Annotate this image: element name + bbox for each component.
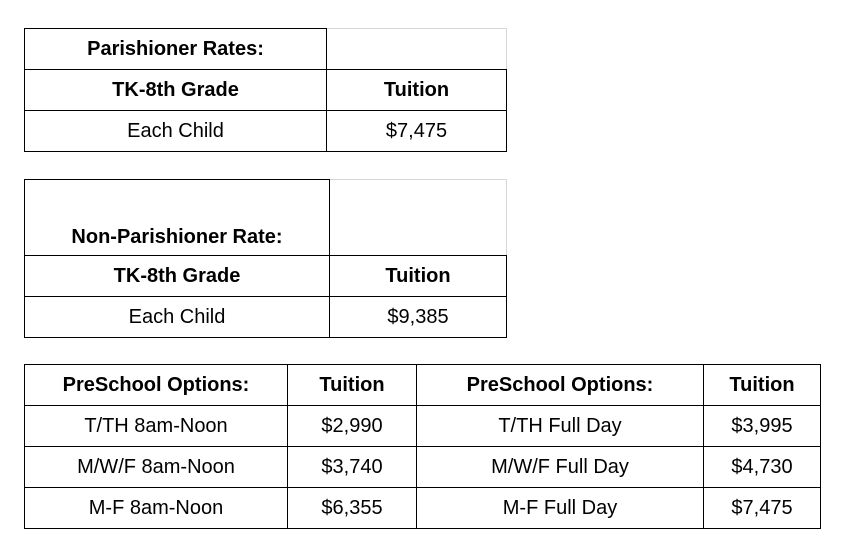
tuition-header: Tuition xyxy=(327,70,507,111)
table-row xyxy=(25,406,821,447)
preschool-options-table xyxy=(24,364,821,529)
parishioner-rates-title: Parishioner Rates: xyxy=(25,29,327,70)
left-option: T/TH 8am-Noon xyxy=(25,406,288,447)
parishioner-rates-table xyxy=(24,28,507,152)
tuition-header: Tuition xyxy=(330,256,507,297)
tuition-header-left: Tuition xyxy=(288,365,417,406)
table-row xyxy=(25,447,821,488)
grade-header: TK-8th Grade xyxy=(25,70,327,111)
preschool-options-header-right: PreSchool Options: xyxy=(417,365,704,406)
tuition-value: $7,475 xyxy=(327,111,507,152)
right-option: M/W/F Full Day xyxy=(417,447,704,488)
right-tuition: $4,730 xyxy=(704,447,821,488)
empty-cell xyxy=(330,180,507,256)
left-tuition: $3,740 xyxy=(288,447,417,488)
left-option: M-F 8am-Noon xyxy=(25,488,288,529)
table-row xyxy=(25,365,821,406)
right-option: T/TH Full Day xyxy=(417,406,704,447)
table-row xyxy=(25,111,507,152)
left-tuition: $2,990 xyxy=(288,406,417,447)
right-option: M-F Full Day xyxy=(417,488,704,529)
table-row xyxy=(25,29,507,70)
tuition-header-right: Tuition xyxy=(704,365,821,406)
left-tuition: $6,355 xyxy=(288,488,417,529)
tuition-value: $9,385 xyxy=(330,297,507,338)
row-label: Each Child xyxy=(25,297,330,338)
non-parishioner-rate-table xyxy=(24,179,507,338)
table-row xyxy=(25,297,507,338)
grade-header: TK-8th Grade xyxy=(25,256,330,297)
right-tuition: $3,995 xyxy=(704,406,821,447)
table-row xyxy=(25,488,821,529)
table-row xyxy=(25,180,507,256)
table-row xyxy=(25,70,507,111)
right-tuition: $7,475 xyxy=(704,488,821,529)
left-option: M/W/F 8am-Noon xyxy=(25,447,288,488)
empty-cell xyxy=(327,29,507,70)
table-row xyxy=(25,256,507,297)
row-label: Each Child xyxy=(25,111,327,152)
preschool-options-header-left: PreSchool Options: xyxy=(25,365,288,406)
non-parishioner-rate-title: Non-Parishioner Rate: xyxy=(25,180,330,256)
